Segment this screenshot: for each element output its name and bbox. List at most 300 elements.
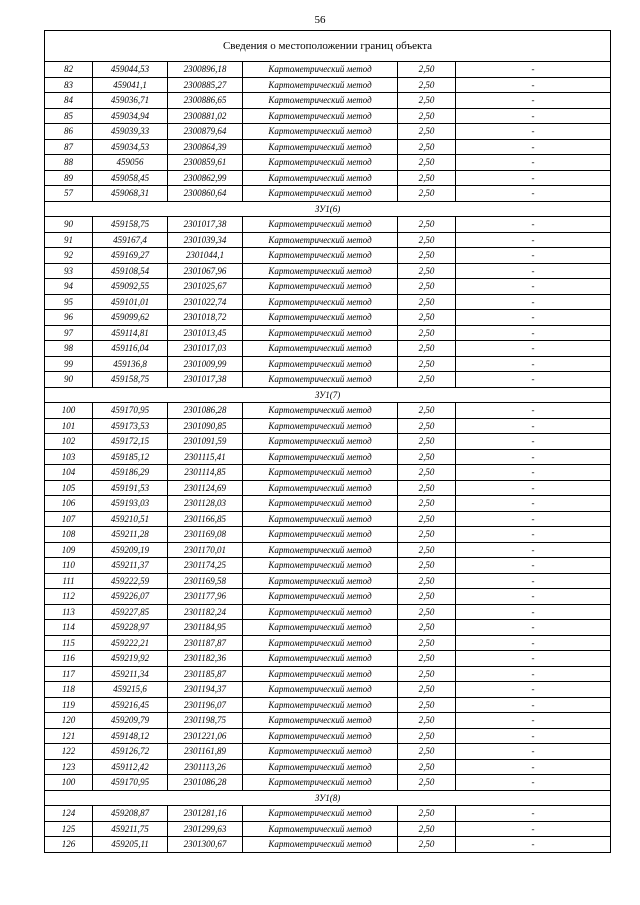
- coord-y: 2301194,37: [168, 682, 243, 698]
- table-body: [45, 62, 611, 853]
- method: Картометрический метод: [243, 480, 398, 496]
- method: Картометрический метод: [243, 589, 398, 605]
- table-row: [45, 511, 611, 527]
- note: -: [456, 170, 611, 186]
- method: Картометрический метод: [243, 294, 398, 310]
- accuracy: 2,50: [398, 496, 456, 512]
- table-row: [45, 496, 611, 512]
- method: Картометрический метод: [243, 573, 398, 589]
- accuracy: 2,50: [398, 511, 456, 527]
- method: Картометрический метод: [243, 279, 398, 295]
- method: Картометрический метод: [243, 697, 398, 713]
- method: Картометрический метод: [243, 542, 398, 558]
- table-row: [45, 248, 611, 264]
- point-number: 93: [45, 263, 93, 279]
- coord-y: 2300881,02: [168, 108, 243, 124]
- table-row: [45, 310, 611, 326]
- table-row: [45, 403, 611, 419]
- note: -: [456, 728, 611, 744]
- table-row: [45, 620, 611, 636]
- coord-x: 459185,12: [93, 449, 168, 465]
- point-number: 89: [45, 170, 93, 186]
- coord-y: 2300896,18: [168, 62, 243, 78]
- coord-y: 2301299,63: [168, 821, 243, 837]
- table-row: [45, 666, 611, 682]
- method: Картометрический метод: [243, 372, 398, 388]
- note: -: [456, 186, 611, 202]
- note: -: [456, 775, 611, 791]
- note: -: [456, 759, 611, 775]
- method: Картометрический метод: [243, 449, 398, 465]
- coord-x: 459101,01: [93, 294, 168, 310]
- note: -: [456, 697, 611, 713]
- table-row: [45, 542, 611, 558]
- coord-x: 459034,53: [93, 139, 168, 155]
- point-number: 111: [45, 573, 93, 589]
- coord-x: 459108,54: [93, 263, 168, 279]
- coord-y: 2301161,89: [168, 744, 243, 760]
- table-row: [45, 372, 611, 388]
- table-row: [45, 527, 611, 543]
- table-row: [45, 635, 611, 651]
- section-row: [45, 201, 611, 217]
- point-number: 112: [45, 589, 93, 605]
- point-number: 95: [45, 294, 93, 310]
- coordinates-sheet: [44, 30, 610, 853]
- accuracy: 2,50: [398, 728, 456, 744]
- coord-y: 2301169,58: [168, 573, 243, 589]
- note: -: [456, 604, 611, 620]
- coord-x: 459210,51: [93, 511, 168, 527]
- coord-x: 459226,07: [93, 589, 168, 605]
- point-number: 109: [45, 542, 93, 558]
- coord-x: 459193,03: [93, 496, 168, 512]
- coord-y: 2301022,74: [168, 294, 243, 310]
- coord-y: 2301300,67: [168, 837, 243, 853]
- coord-y: 2301044,1: [168, 248, 243, 264]
- point-number: 125: [45, 821, 93, 837]
- coord-y: 2300885,27: [168, 77, 243, 93]
- coord-y: 2301182,24: [168, 604, 243, 620]
- table-row: [45, 294, 611, 310]
- point-number: 98: [45, 341, 93, 357]
- coord-y: 2301281,16: [168, 806, 243, 822]
- accuracy: 2,50: [398, 434, 456, 450]
- method: Картометрический метод: [243, 232, 398, 248]
- point-number: 92: [45, 248, 93, 264]
- note: -: [456, 279, 611, 295]
- note: -: [456, 821, 611, 837]
- coord-y: 2301177,96: [168, 589, 243, 605]
- accuracy: 2,50: [398, 418, 456, 434]
- method: Картометрический метод: [243, 108, 398, 124]
- coord-x: 459112,42: [93, 759, 168, 775]
- accuracy: 2,50: [398, 62, 456, 78]
- note: -: [456, 573, 611, 589]
- accuracy: 2,50: [398, 542, 456, 558]
- coord-x: 459167,4: [93, 232, 168, 248]
- method: Картометрический метод: [243, 325, 398, 341]
- boundary-coordinates-table: [44, 30, 611, 853]
- method: Картометрический метод: [243, 465, 398, 481]
- accuracy: 2,50: [398, 155, 456, 171]
- note: -: [456, 465, 611, 481]
- note: -: [456, 77, 611, 93]
- note: -: [456, 806, 611, 822]
- coord-x: 459039,33: [93, 124, 168, 140]
- coord-y: 2300864,39: [168, 139, 243, 155]
- point-number: 114: [45, 620, 93, 636]
- accuracy: 2,50: [398, 527, 456, 543]
- coord-y: 2301185,87: [168, 666, 243, 682]
- coord-y: 2301187,87: [168, 635, 243, 651]
- point-number: 113: [45, 604, 93, 620]
- coord-x: 459170,95: [93, 775, 168, 791]
- coord-y: 2301115,41: [168, 449, 243, 465]
- table-row: [45, 806, 611, 822]
- accuracy: 2,50: [398, 682, 456, 698]
- accuracy: 2,50: [398, 341, 456, 357]
- accuracy: 2,50: [398, 139, 456, 155]
- accuracy: 2,50: [398, 744, 456, 760]
- note: -: [456, 310, 611, 326]
- coord-x: 459099,62: [93, 310, 168, 326]
- method: Картометрический метод: [243, 759, 398, 775]
- accuracy: 2,50: [398, 403, 456, 419]
- method: Картометрический метод: [243, 356, 398, 372]
- table-row: [45, 573, 611, 589]
- table-row: [45, 155, 611, 171]
- note: -: [456, 93, 611, 109]
- coord-x: 459205,11: [93, 837, 168, 853]
- section-row: [45, 387, 611, 403]
- point-number: 105: [45, 480, 93, 496]
- table-row: [45, 589, 611, 605]
- coord-x: 459211,34: [93, 666, 168, 682]
- method: Картометрический метод: [243, 434, 398, 450]
- table-title-row: [45, 31, 611, 62]
- point-number: 120: [45, 713, 93, 729]
- coord-x: 459191,53: [93, 480, 168, 496]
- accuracy: 2,50: [398, 713, 456, 729]
- coord-y: 2300862,99: [168, 170, 243, 186]
- method: Картометрический метод: [243, 558, 398, 574]
- point-number: 86: [45, 124, 93, 140]
- coord-x: 459215,6: [93, 682, 168, 698]
- accuracy: 2,50: [398, 279, 456, 295]
- point-number: 121: [45, 728, 93, 744]
- point-number: 123: [45, 759, 93, 775]
- note: -: [456, 263, 611, 279]
- note: -: [456, 372, 611, 388]
- coord-y: 2301017,03: [168, 341, 243, 357]
- note: -: [456, 480, 611, 496]
- coord-x: 459169,27: [93, 248, 168, 264]
- table-row: [45, 217, 611, 233]
- method: Картометрический метод: [243, 620, 398, 636]
- point-number: 104: [45, 465, 93, 481]
- coord-x: 459170,95: [93, 403, 168, 419]
- table-row: [45, 697, 611, 713]
- method: Картометрический метод: [243, 124, 398, 140]
- coord-x: 459114,81: [93, 325, 168, 341]
- note: -: [456, 108, 611, 124]
- coord-y: 2301128,03: [168, 496, 243, 512]
- coord-y: 2301124,69: [168, 480, 243, 496]
- point-number: 103: [45, 449, 93, 465]
- accuracy: 2,50: [398, 325, 456, 341]
- coord-x: 459208,87: [93, 806, 168, 822]
- accuracy: 2,50: [398, 248, 456, 264]
- table-row: [45, 232, 611, 248]
- point-number: 106: [45, 496, 93, 512]
- coord-y: 2301166,85: [168, 511, 243, 527]
- note: -: [456, 682, 611, 698]
- method: Картометрический метод: [243, 651, 398, 667]
- coord-y: 2301182,36: [168, 651, 243, 667]
- accuracy: 2,50: [398, 635, 456, 651]
- method: Картометрический метод: [243, 403, 398, 419]
- accuracy: 2,50: [398, 232, 456, 248]
- accuracy: 2,50: [398, 449, 456, 465]
- coord-x: 459209,19: [93, 542, 168, 558]
- method: Картометрический метод: [243, 341, 398, 357]
- table-row: [45, 604, 611, 620]
- point-number: 100: [45, 403, 93, 419]
- coord-y: 2301113,26: [168, 759, 243, 775]
- method: Картометрический метод: [243, 155, 398, 171]
- point-number: 91: [45, 232, 93, 248]
- note: -: [456, 837, 611, 853]
- method: Картометрический метод: [243, 728, 398, 744]
- coord-y: 2300879,64: [168, 124, 243, 140]
- coord-x: 459068,31: [93, 186, 168, 202]
- coord-x: 459092,55: [93, 279, 168, 295]
- table-row: [45, 186, 611, 202]
- point-number: 110: [45, 558, 93, 574]
- point-number: 97: [45, 325, 93, 341]
- point-number: 88: [45, 155, 93, 171]
- accuracy: 2,50: [398, 697, 456, 713]
- coord-y: 2301067,96: [168, 263, 243, 279]
- method: Картометрический метод: [243, 682, 398, 698]
- method: Картометрический метод: [243, 248, 398, 264]
- table-row: [45, 139, 611, 155]
- method: Картометрический метод: [243, 821, 398, 837]
- coord-x: 459222,21: [93, 635, 168, 651]
- coord-x: 459158,75: [93, 372, 168, 388]
- method: Картометрический метод: [243, 496, 398, 512]
- coord-y: 2301091,59: [168, 434, 243, 450]
- coord-y: 2301018,72: [168, 310, 243, 326]
- table-row: [45, 821, 611, 837]
- coord-y: 2301198,75: [168, 713, 243, 729]
- note: -: [456, 325, 611, 341]
- coord-x: 459034,94: [93, 108, 168, 124]
- note: -: [456, 527, 611, 543]
- accuracy: 2,50: [398, 480, 456, 496]
- note: -: [456, 62, 611, 78]
- point-number: 107: [45, 511, 93, 527]
- note: -: [456, 589, 611, 605]
- coord-x: 459211,37: [93, 558, 168, 574]
- point-number: 126: [45, 837, 93, 853]
- method: Картометрический метод: [243, 744, 398, 760]
- coord-y: 2301013,45: [168, 325, 243, 341]
- coord-y: 2301169,08: [168, 527, 243, 543]
- table-row: [45, 124, 611, 140]
- table-row: [45, 170, 611, 186]
- coord-y: 2301086,28: [168, 775, 243, 791]
- coord-y: 2301009,99: [168, 356, 243, 372]
- section-label: ЗУ1(6): [45, 201, 611, 217]
- coord-x: 459186,29: [93, 465, 168, 481]
- coord-x: 459172,15: [93, 434, 168, 450]
- point-number: 85: [45, 108, 93, 124]
- coord-x: 459116,04: [93, 341, 168, 357]
- point-number: 90: [45, 372, 93, 388]
- section-label: ЗУ1(8): [45, 790, 611, 806]
- note: -: [456, 294, 611, 310]
- accuracy: 2,50: [398, 620, 456, 636]
- table-row: [45, 682, 611, 698]
- table-row: [45, 434, 611, 450]
- note: -: [456, 496, 611, 512]
- coord-x: 459227,85: [93, 604, 168, 620]
- accuracy: 2,50: [398, 372, 456, 388]
- note: -: [456, 558, 611, 574]
- accuracy: 2,50: [398, 759, 456, 775]
- accuracy: 2,50: [398, 821, 456, 837]
- table-row: [45, 356, 611, 372]
- table-row: [45, 77, 611, 93]
- method: Картометрический метод: [243, 527, 398, 543]
- table-row: [45, 728, 611, 744]
- coord-x: 459126,72: [93, 744, 168, 760]
- point-number: 83: [45, 77, 93, 93]
- accuracy: 2,50: [398, 93, 456, 109]
- coord-x: 459036,71: [93, 93, 168, 109]
- point-number: 99: [45, 356, 93, 372]
- note: -: [456, 356, 611, 372]
- note: -: [456, 341, 611, 357]
- table-row: [45, 480, 611, 496]
- point-number: 117: [45, 666, 93, 682]
- method: Картометрический метод: [243, 837, 398, 853]
- table-row: [45, 837, 611, 853]
- note: -: [456, 542, 611, 558]
- point-number: 96: [45, 310, 93, 326]
- coord-x: 459222,59: [93, 573, 168, 589]
- method: Картометрический метод: [243, 217, 398, 233]
- method: Картометрический метод: [243, 635, 398, 651]
- coord-y: 2301086,28: [168, 403, 243, 419]
- accuracy: 2,50: [398, 77, 456, 93]
- coord-x: 459136,8: [93, 356, 168, 372]
- coord-x: 459219,92: [93, 651, 168, 667]
- coord-x: 459148,12: [93, 728, 168, 744]
- method: Картометрический метод: [243, 170, 398, 186]
- coord-y: 2301039,34: [168, 232, 243, 248]
- note: -: [456, 139, 611, 155]
- coord-x: 459058,45: [93, 170, 168, 186]
- point-number: 87: [45, 139, 93, 155]
- accuracy: 2,50: [398, 310, 456, 326]
- method: Картометрический метод: [243, 713, 398, 729]
- point-number: 118: [45, 682, 93, 698]
- coord-x: 459158,75: [93, 217, 168, 233]
- table-row: [45, 558, 611, 574]
- table-row: [45, 325, 611, 341]
- point-number: 90: [45, 217, 93, 233]
- coord-x: 459041,1: [93, 77, 168, 93]
- point-number: 94: [45, 279, 93, 295]
- coord-y: 2301090,85: [168, 418, 243, 434]
- coord-y: 2301221,06: [168, 728, 243, 744]
- coord-x: 459173,53: [93, 418, 168, 434]
- note: -: [456, 418, 611, 434]
- method: Картометрический метод: [243, 263, 398, 279]
- note: -: [456, 744, 611, 760]
- method: Картометрический метод: [243, 310, 398, 326]
- coord-y: 2301114,85: [168, 465, 243, 481]
- coord-x: 459209,79: [93, 713, 168, 729]
- table-row: [45, 279, 611, 295]
- coord-y: 2300859,61: [168, 155, 243, 171]
- point-number: 122: [45, 744, 93, 760]
- coord-y: 2301174,25: [168, 558, 243, 574]
- coord-y: 2301025,67: [168, 279, 243, 295]
- note: -: [456, 124, 611, 140]
- coord-y: 2301170,01: [168, 542, 243, 558]
- coord-x: 459228,97: [93, 620, 168, 636]
- table-row: [45, 744, 611, 760]
- note: -: [456, 155, 611, 171]
- method: Картометрический метод: [243, 806, 398, 822]
- method: Картометрический метод: [243, 77, 398, 93]
- accuracy: 2,50: [398, 806, 456, 822]
- coord-y: 2301196,07: [168, 697, 243, 713]
- accuracy: 2,50: [398, 558, 456, 574]
- coord-y: 2301017,38: [168, 217, 243, 233]
- method: Картометрический метод: [243, 666, 398, 682]
- point-number: 100: [45, 775, 93, 791]
- accuracy: 2,50: [398, 573, 456, 589]
- accuracy: 2,50: [398, 294, 456, 310]
- note: -: [456, 713, 611, 729]
- coord-x: 459044,53: [93, 62, 168, 78]
- table-row: [45, 93, 611, 109]
- page-number: 56: [314, 14, 326, 26]
- table-row: [45, 465, 611, 481]
- note: -: [456, 449, 611, 465]
- point-number: 102: [45, 434, 93, 450]
- table-row: [45, 449, 611, 465]
- note: -: [456, 248, 611, 264]
- accuracy: 2,50: [398, 263, 456, 279]
- accuracy: 2,50: [398, 217, 456, 233]
- point-number: 57: [45, 186, 93, 202]
- accuracy: 2,50: [398, 837, 456, 853]
- note: -: [456, 651, 611, 667]
- method: Картометрический метод: [243, 62, 398, 78]
- method: Картометрический метод: [243, 186, 398, 202]
- method: Картометрический метод: [243, 93, 398, 109]
- table-row: [45, 713, 611, 729]
- note: -: [456, 635, 611, 651]
- accuracy: 2,50: [398, 170, 456, 186]
- accuracy: 2,50: [398, 666, 456, 682]
